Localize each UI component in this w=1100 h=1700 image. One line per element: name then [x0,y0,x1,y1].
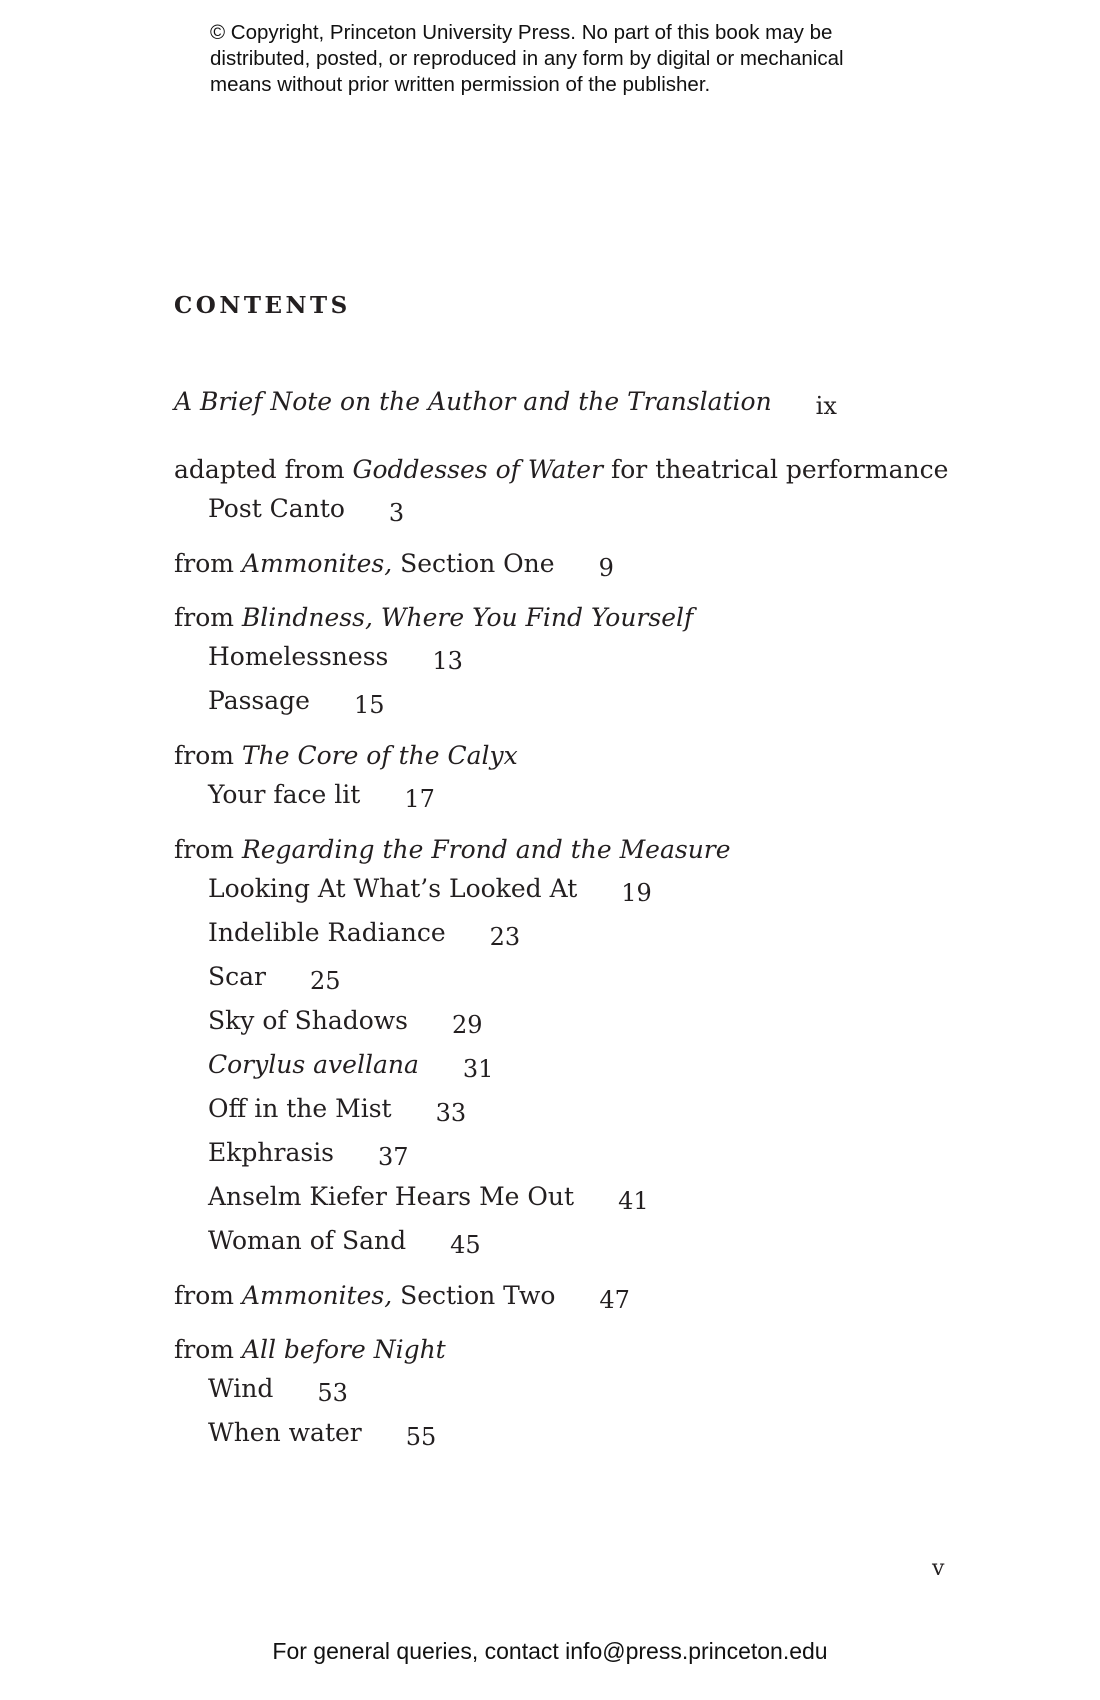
toc-page-number: 9 [598,554,614,582]
toc-page-number: 55 [405,1423,437,1451]
section-book-title: The Core of the Calyx [241,741,518,770]
toc-entry [174,1087,1034,1131]
toc-entry-title: A Brief Note on the Author and the Translation [174,387,772,416]
copyright-line: means without prior written permission of the publisher. [210,73,711,96]
toc-page-number: 25 [309,967,341,995]
toc-entry-title: Post Canto [208,494,345,523]
table-of-contents [174,385,1034,1455]
section-book-title: Ammonites, [241,1281,393,1310]
toc-page-number: 15 [353,691,385,719]
toc-section-frond [174,833,1034,867]
section-prefix: from [174,835,242,864]
toc-page-number: 33 [435,1099,467,1127]
toc-entry [174,1043,1034,1087]
toc-entry-title: Homelessness [208,642,389,671]
section-prefix: from [174,549,242,578]
toc-entry [174,1175,1034,1219]
toc-page-number: 53 [317,1379,348,1407]
toc-page-number: 41 [618,1187,649,1215]
toc-entry-title: Ekphrasis [208,1138,335,1167]
copyright-notice [210,20,910,98]
section-suffix: Section One [392,549,555,578]
toc-section-goddesses [174,453,1034,487]
toc-section-ammonites-one [174,547,1034,581]
toc-entry [174,955,1034,999]
toc-entry-title: Woman of Sand [208,1226,407,1255]
copyright-line: distributed, posted, or reproduced in any form by digital or mechanical [210,47,844,70]
page-folio: v [932,1556,945,1581]
toc-entry [174,773,1034,817]
toc-entry [174,635,1034,679]
toc-entry-title: Your face lit [208,780,361,809]
toc-entry-title: Indelible Radiance [208,918,446,947]
toc-entry [174,487,1034,531]
toc-entry-title: Passage [208,686,310,715]
toc-entry [174,1131,1034,1175]
toc-entry [174,1411,1034,1455]
section-book-title: Ammonites, [241,549,393,578]
toc-page-number: 47 [599,1286,630,1314]
toc-page-number: 31 [462,1055,494,1083]
toc-page-number: ix [815,392,837,420]
toc-section-night [174,1333,1034,1367]
toc-entry [174,911,1034,955]
toc-entry [174,679,1034,723]
toc-page-number: 37 [378,1143,409,1171]
toc-page-number: 19 [621,879,652,907]
section-book-title: Goddesses of Water [352,455,604,484]
toc-entry-title: Off in the Mist [208,1094,392,1123]
section-book-title: All before Night [241,1335,446,1364]
section-book-title: Regarding the Frond and the Measure [241,835,731,864]
toc-entry-title: Anselm Kiefer Hears Me Out [208,1182,575,1211]
toc-entry [174,999,1034,1043]
toc-entry [174,1367,1034,1411]
toc-section-blindness [174,601,1034,635]
toc-entry-title: Looking At What’s Looked At [208,874,578,903]
toc-page-number: 29 [452,1011,483,1039]
toc-section-ammonites-two [174,1279,1034,1313]
section-book-title: Blindness, Where You Find Yourself [241,603,694,632]
toc-entry-title: Wind [208,1374,274,1403]
toc-page-number: 17 [404,785,435,813]
toc-entry [174,1219,1034,1263]
toc-entry-title: Sky of Shadows [208,1006,409,1035]
toc-entry-title: Corylus avellana [208,1050,419,1079]
copyright-line: © Copyright, Princeton University Press. No part of this book may be [210,21,833,44]
section-prefix: from [174,741,242,770]
toc-entry-note [174,385,1034,419]
contents-heading: CONTENTS [174,292,351,319]
toc-section-calyx [174,739,1034,773]
section-suffix: for theatrical performance [603,455,949,484]
toc-page-number: 45 [450,1231,481,1259]
toc-entry-title: Scar [208,962,266,991]
section-prefix: from [174,1335,242,1364]
footer-contact: For general queries, contact info@press.princeton.edu [272,1638,828,1664]
section-prefix: from [174,603,242,632]
toc-page-number: 3 [388,499,405,527]
toc-entry-title: When water [208,1418,362,1447]
section-suffix: Section Two [392,1281,556,1310]
section-prefix: adapted from [174,455,353,484]
toc-entry [174,867,1034,911]
section-prefix: from [174,1281,242,1310]
toc-page-number: 13 [432,647,463,675]
toc-page-number: 23 [489,923,521,951]
